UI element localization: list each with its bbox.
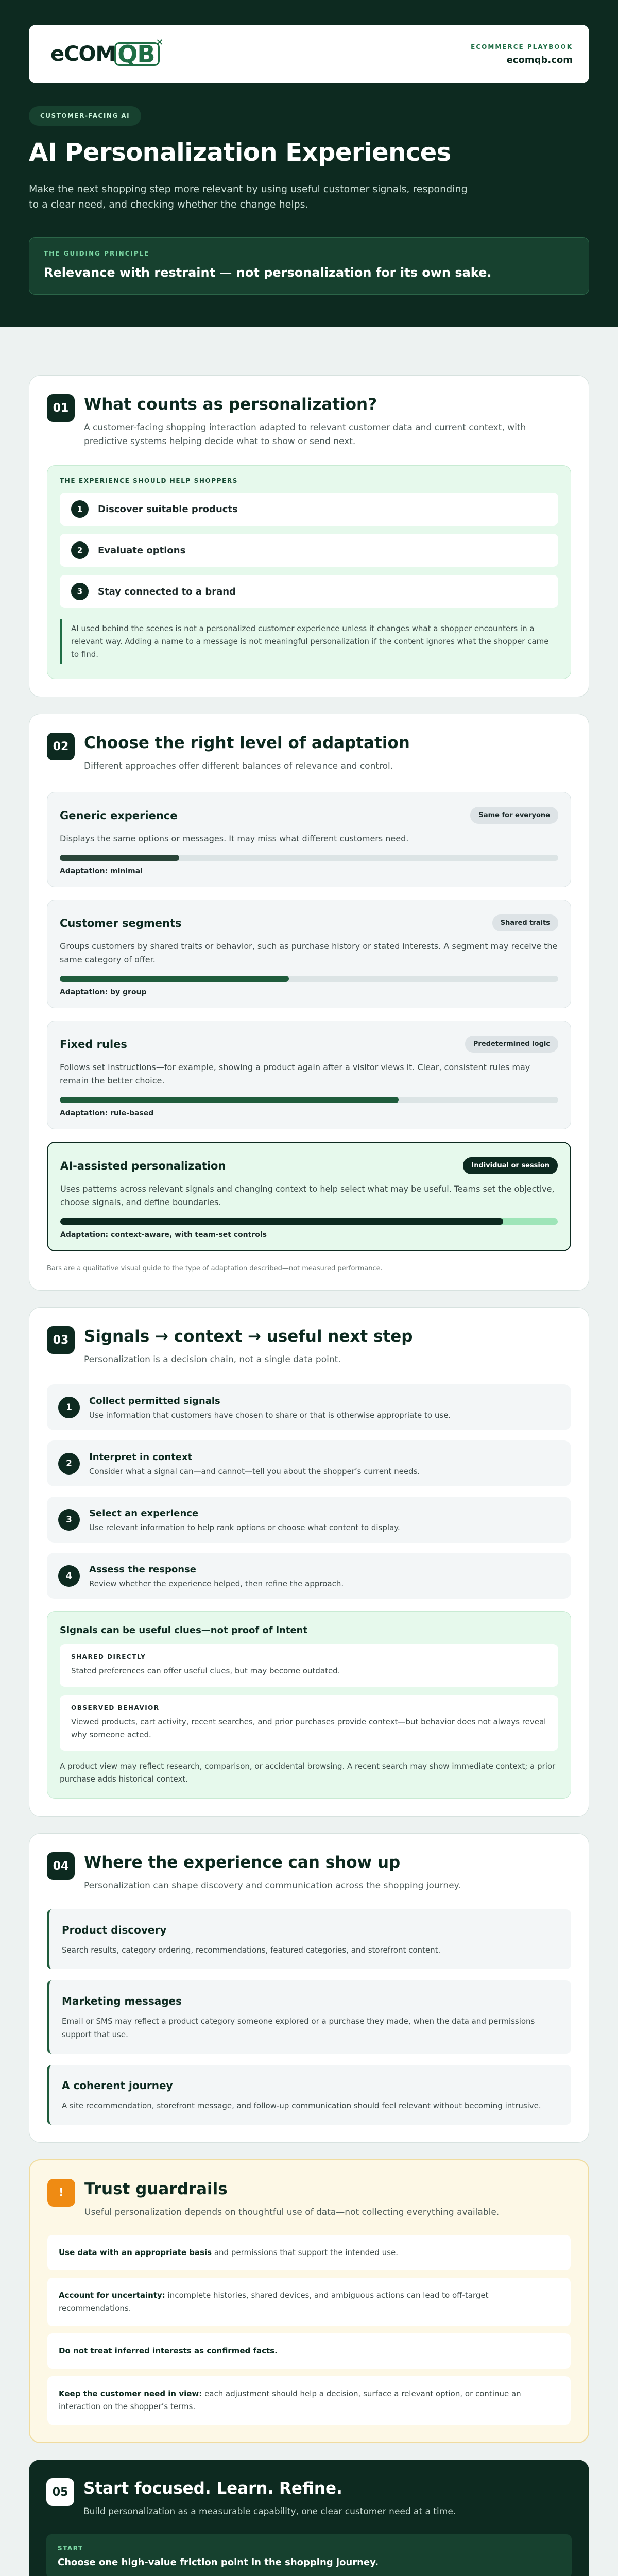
clue-kicker: OBSERVED BEHAVIOR	[71, 1704, 160, 1711]
tier-badge: Shared traits	[492, 914, 558, 931]
adaptation-bar	[60, 855, 558, 861]
clue-kicker: SHARED DIRECTLY	[71, 1653, 146, 1660]
chain-step	[47, 1440, 571, 1486]
adaptation-bar-fill	[60, 1097, 399, 1103]
page-title: AI Personalization Experiences	[29, 138, 451, 167]
section-subtitle: Different approaches offer different balances of relevance and control.	[84, 761, 393, 771]
guardrail-text: incomplete histories, shared devices, and ambiguous actions can lead to off-target recommendations.	[59, 2291, 489, 2313]
section-title: Trust guardrails	[84, 2180, 228, 2198]
section-number: 05	[46, 2478, 74, 2506]
adaptation-bar	[60, 1097, 558, 1103]
step-title: Select an experience	[89, 1508, 199, 1519]
guardrail-lead: Keep the customer need in view:	[59, 2389, 202, 2398]
tier-title: Customer segments	[60, 917, 182, 929]
section-touchpoints	[29, 1833, 589, 2143]
guiding-principle	[29, 237, 589, 295]
logo-text: eCOM	[50, 42, 116, 66]
guardrail-lead: Use data with an appropriate basis	[59, 2248, 212, 2257]
step-title: Interpret in context	[89, 1452, 193, 1463]
chain-step	[47, 1553, 571, 1599]
help-kicker: THE EXPERIENCE SHOULD HELP SHOPPERS	[60, 477, 238, 484]
guardrail-lead: Account for uncertainty:	[59, 2291, 165, 2300]
adaptation-bar-fill	[60, 1218, 503, 1225]
tier-caption: Adaptation: context-aware, with team-set controls	[60, 1231, 267, 1239]
clues-note: A product view may reflect research, comparison, or accidental browsing. A recent search may show immediate context; a prior purchase adds historical context.	[60, 1761, 556, 1784]
section-number: 02	[47, 733, 75, 760]
section-subtitle: A customer-facing shopping interaction adapted to relevant customer data and current context, with predictive systems helping decide what to show or send next.	[84, 422, 526, 447]
step-number: 3	[58, 1509, 80, 1531]
tier-fixed-rules	[47, 1021, 571, 1129]
touchpoint-description: Search results, category ordering, recommendations, featured categories, and storefront content.	[62, 1945, 441, 1955]
chain-step	[47, 1497, 571, 1543]
brand-kicker: ECOMMERCE PLAYBOOK	[471, 43, 573, 50]
bars-footnote: Bars are a qualitative visual guide to the type of adaptation described—not measured performance.	[47, 1265, 383, 1273]
brand-meta	[471, 43, 573, 65]
clue-card	[60, 1644, 558, 1687]
phase-text: Choose one high-value friction point in the shopping journey.	[58, 2557, 379, 2568]
principle-text: Relevance with restraint — not personalization for its own sake.	[44, 265, 492, 280]
guardrail-text: each adjustment should help a decision, surface a relevant option, or continue an interaction on the shopper’s terms.	[59, 2389, 521, 2411]
guardrail-item	[47, 2376, 571, 2425]
list-item-label: Stay connected to a brand	[98, 586, 236, 597]
clue-description: Viewed products, cart activity, recent searches, and prior purchases provide context—but behavior does not always reveal why someone acted.	[71, 1717, 546, 1739]
guardrail-lead: Do not treat inferred interests as confirmed facts.	[59, 2346, 278, 2355]
logo-cross-icon: ×	[156, 36, 163, 47]
list-item	[60, 534, 558, 567]
tier-description: Groups customers by shared traits or behavior, such as purchase history or stated interests. A segment may receive the same category of offer.	[60, 941, 558, 964]
tier-title: Fixed rules	[60, 1038, 127, 1050]
section-subtitle: Personalization is a decision chain, not a single data point.	[84, 1354, 341, 1365]
clue-card	[60, 1695, 558, 1751]
brand-site-link[interactable]: ecomqb.com	[506, 54, 573, 65]
hero	[0, 0, 618, 327]
signals-clues-box	[47, 1611, 571, 1799]
section-subtitle: Build personalization as a measurable capability, one clear customer need at a time.	[83, 2506, 456, 2517]
step-description: Use relevant information to help rank options or choose what content to display.	[89, 1523, 400, 1532]
principle-kicker: THE GUIDING PRINCIPLE	[44, 250, 150, 257]
section-header	[47, 394, 571, 449]
list-item-label: Evaluate options	[98, 545, 186, 556]
brand-bar	[29, 25, 589, 83]
touchpoint-description: Email or SMS may reflect a product category someone explored or a purchase they made, when the data and permissions support that use.	[62, 2016, 535, 2039]
category-pill: CUSTOMER-FACING AI	[29, 106, 141, 126]
touchpoint-card	[47, 2065, 571, 2125]
tier-title: Generic experience	[60, 809, 178, 822]
clue-description: Stated preferences can offer useful clues, but may become outdated.	[71, 1666, 340, 1675]
guardrail-item	[47, 2333, 571, 2369]
step-number: 1	[71, 500, 89, 518]
help-shoppers-box	[47, 465, 571, 679]
help-note: AI used behind the scenes is not a personalized customer experience unless it changes what a shopper encounters in a relevant way. Adding a name to a message is not meaningful personalization if the content ignores what the shopper came to find.	[60, 619, 558, 664]
phase-card	[46, 2534, 572, 2576]
tier-generic	[47, 792, 571, 887]
touchpoint-card	[47, 1909, 571, 1969]
tier-description: Displays the same options or messages. It may miss what different customers need.	[60, 834, 409, 843]
tier-caption: Adaptation: rule-based	[60, 1109, 154, 1117]
section-header	[46, 2478, 572, 2519]
guardrail-item	[47, 2235, 571, 2270]
page-subtitle: Make the next shopping step more relevant by using useful customer signals, responding to a clear need, and checking whether the change helps.	[29, 183, 468, 210]
section-title: What counts as personalization?	[84, 395, 377, 414]
touchpoint-title: Marketing messages	[62, 1995, 182, 2007]
step-number: 2	[58, 1453, 80, 1475]
section-header	[47, 1852, 571, 1893]
section-title: Where the experience can show up	[84, 1853, 401, 1872]
clues-title: Signals can be useful clues—not proof of intent	[60, 1625, 308, 1636]
section-definition	[29, 375, 589, 697]
section-subtitle: Personalization can shape discovery and communication across the shopping journey.	[84, 1880, 461, 1891]
tier-caption: Adaptation: by group	[60, 988, 147, 996]
adaptation-bar	[60, 976, 558, 982]
section-number: 03	[47, 1326, 75, 1354]
tier-ai-assisted	[47, 1142, 571, 1251]
step-number: 2	[71, 541, 89, 559]
touchpoint-card	[47, 1980, 571, 2054]
list-item	[60, 493, 558, 526]
section-number: 04	[47, 1852, 75, 1880]
section-adaptation-levels	[29, 714, 589, 1291]
tier-description: Uses patterns across relevant signals and changing context to help select what may be useful. Teams set the objective, choose signals, and define boundaries.	[60, 1184, 555, 1207]
section-subtitle: Useful personalization depends on thoughtful use of data—not collecting everything available.	[84, 2207, 500, 2217]
section-start-focused	[29, 2460, 589, 2576]
section-title: Signals → context → useful next step	[84, 1327, 413, 1346]
content	[0, 375, 618, 2576]
section-title: Choose the right level of adaptation	[84, 734, 410, 752]
touchpoint-title: A coherent journey	[62, 2079, 173, 2092]
tier-caption: Adaptation: minimal	[60, 867, 143, 875]
guardrail-item	[47, 2278, 571, 2326]
tier-description: Follows set instructions—for example, showing a product again after a visitor views it. Clear, consistent rules may remain the better choice.	[60, 1062, 530, 1086]
section-number: 01	[47, 394, 75, 422]
section-header	[47, 1326, 571, 1367]
step-description: Use information that customers have chosen to share or that is otherwise appropriate to use.	[89, 1411, 451, 1420]
step-title: Collect permitted signals	[89, 1396, 220, 1406]
step-number: 4	[58, 1565, 80, 1587]
touchpoint-description: A site recommendation, storefront message, and follow-up communication should feel relevant without becoming intrusive.	[62, 2101, 541, 2110]
guardrail-text: and permissions that support the intended use.	[212, 2248, 398, 2257]
step-number: 3	[71, 583, 89, 600]
list-item	[60, 575, 558, 608]
logo[interactable]	[50, 36, 164, 68]
section-header	[47, 733, 571, 773]
adaptation-bar-fill	[60, 976, 289, 982]
phase-kicker: START	[58, 2545, 83, 2552]
tier-segments	[47, 900, 571, 1008]
section-trust-guardrails	[29, 2159, 589, 2443]
section-header	[47, 2179, 571, 2219]
step-description: Review whether the experience helped, then refine the approach.	[89, 1579, 344, 1588]
section-decision-chain	[29, 1307, 589, 1817]
tier-badge: Individual or session	[463, 1157, 558, 1174]
adaptation-bar-fill	[60, 855, 179, 861]
warning-icon: !	[47, 2179, 75, 2207]
tier-badge: Same for everyone	[470, 807, 558, 824]
tier-badge: Predetermined logic	[465, 1036, 558, 1053]
tier-title: AI-assisted personalization	[60, 1159, 226, 1172]
step-description: Consider what a signal can—and cannot—tell you about the shopper’s current needs.	[89, 1467, 420, 1476]
step-number: 1	[58, 1397, 80, 1418]
chain-step	[47, 1384, 571, 1430]
step-title: Assess the response	[89, 1564, 196, 1575]
list-item-label: Discover suitable products	[98, 503, 238, 515]
section-title: Start focused. Learn. Refine.	[83, 2479, 342, 2498]
adaptation-bar	[60, 1218, 558, 1225]
logo-mark-qb: QB	[115, 40, 157, 68]
touchpoint-title: Product discovery	[62, 1924, 167, 1936]
